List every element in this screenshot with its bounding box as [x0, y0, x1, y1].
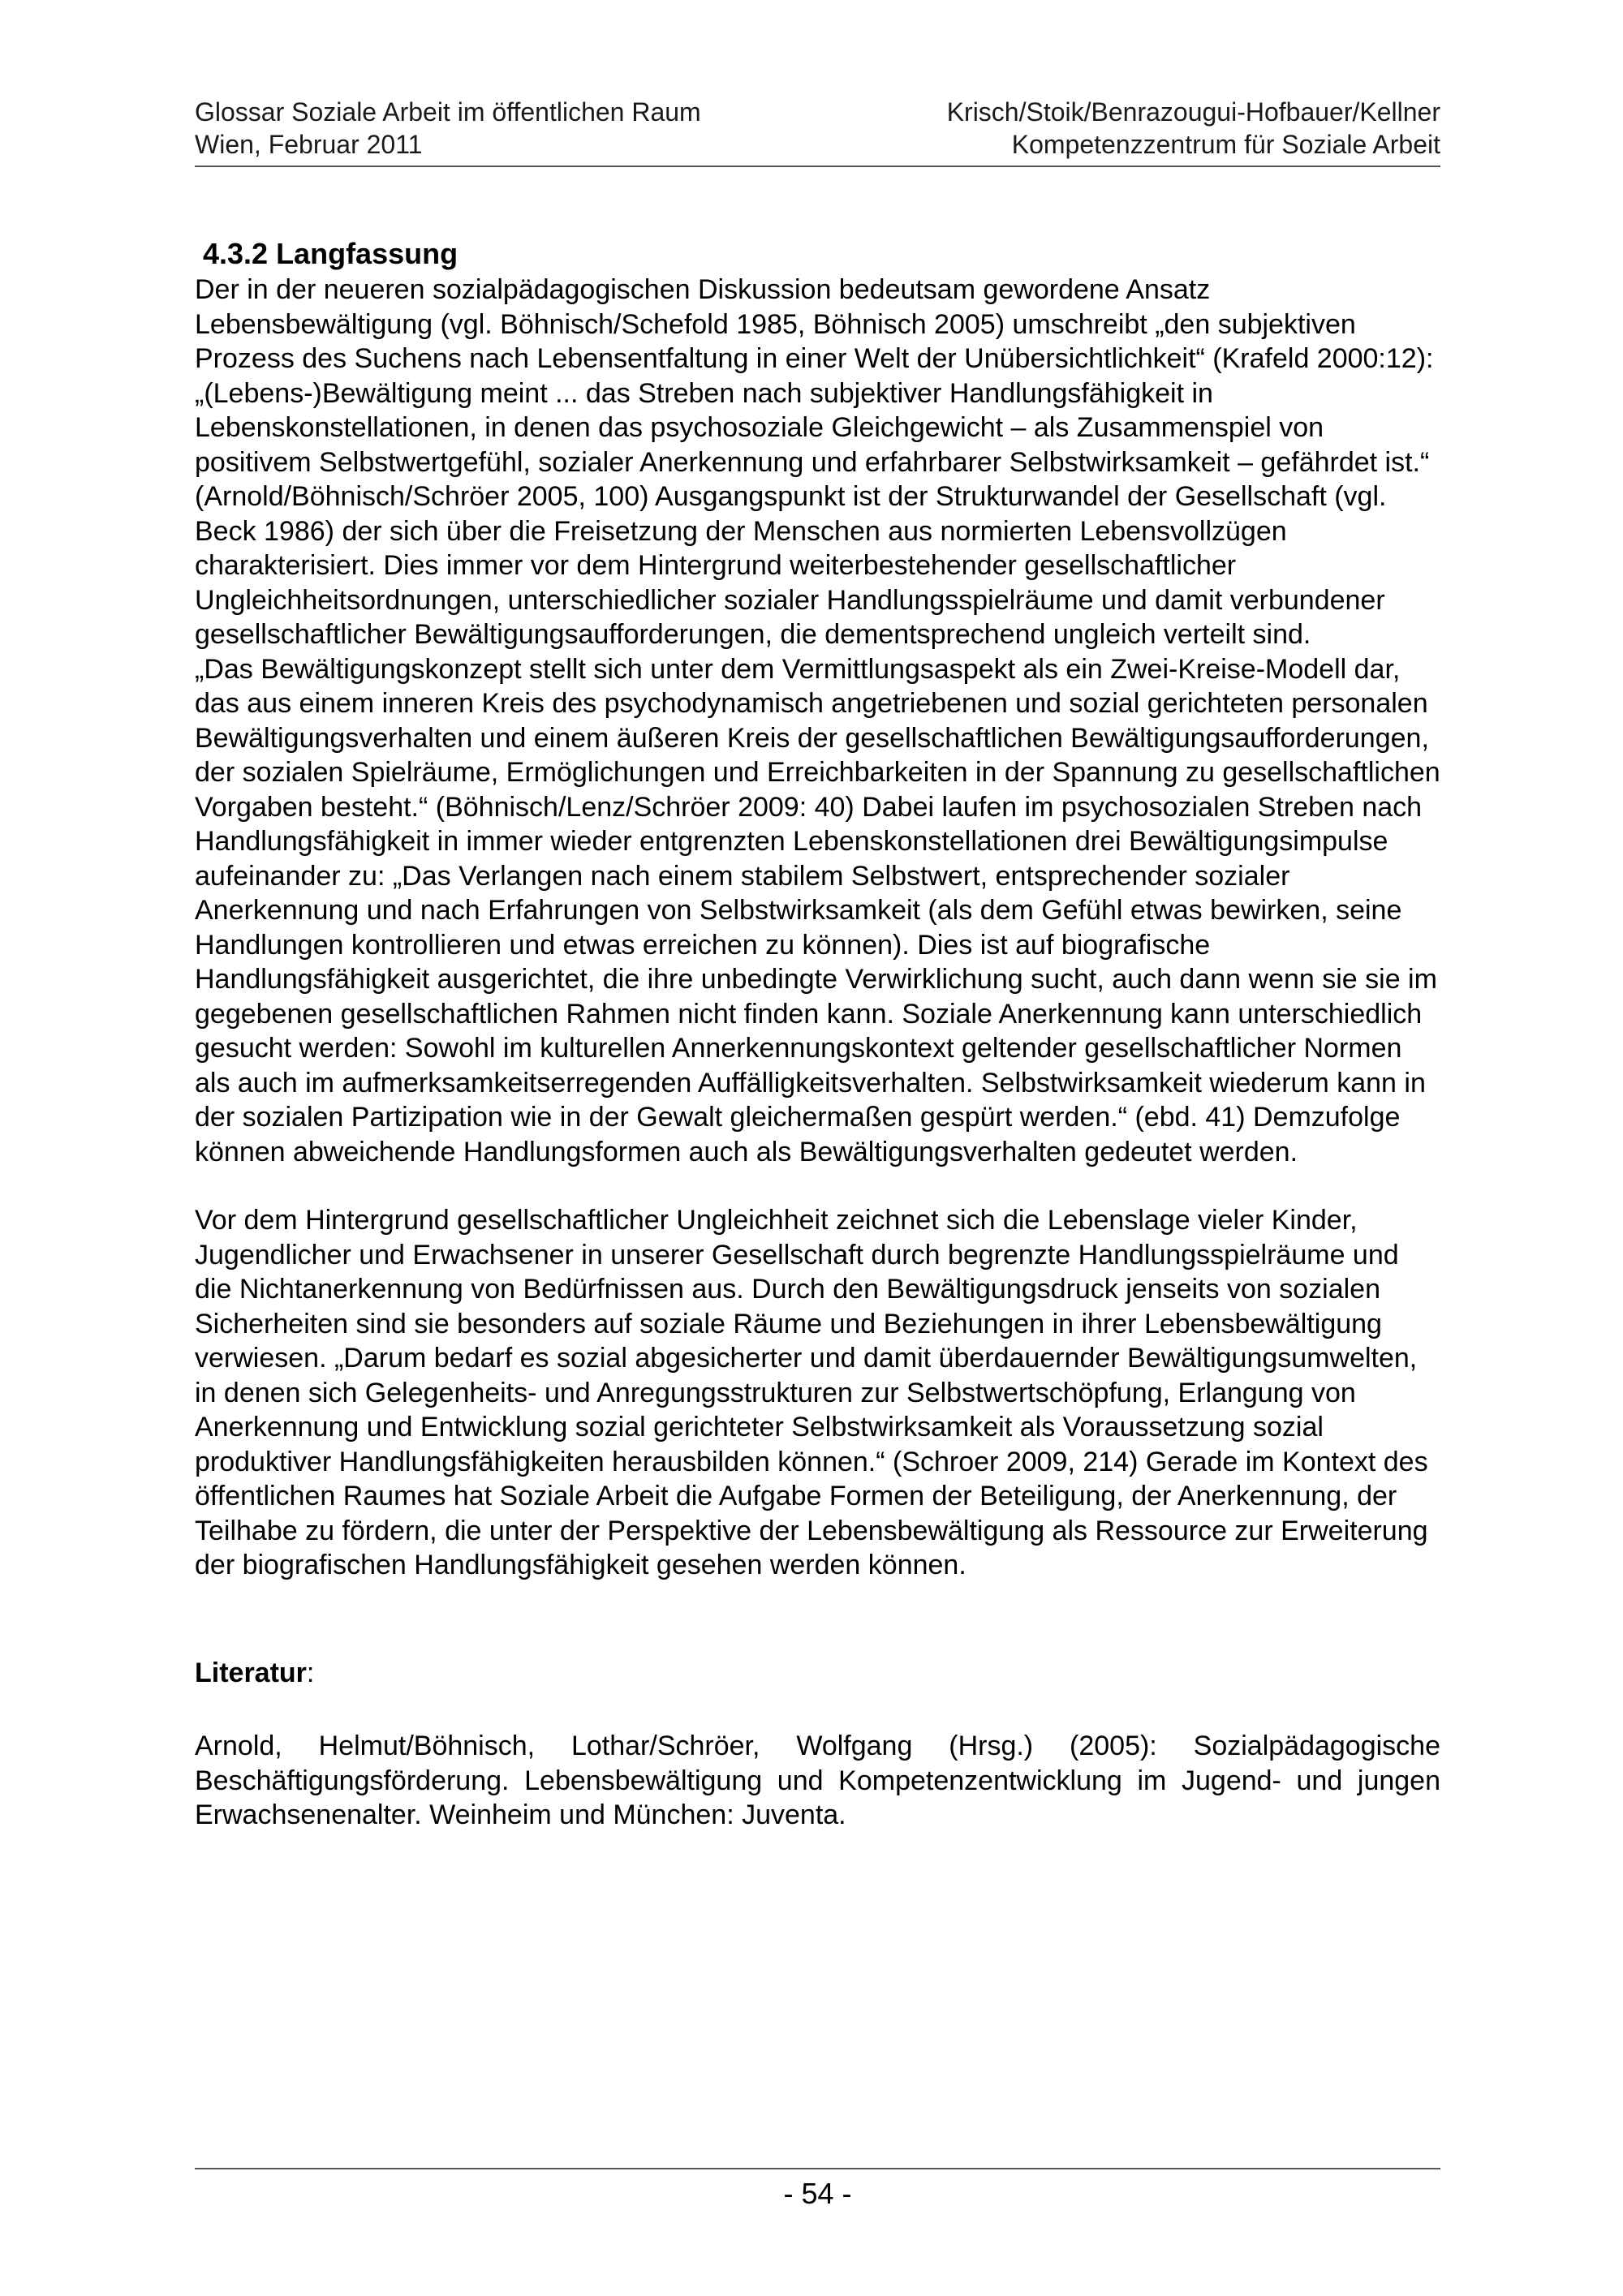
- paragraph-1: Der in der neueren sozialpädagogischen Diskussion bedeutsam gewordene Ansatz Lebensbewältigung (vgl. Böhnisch/Schefold 1985, Böhnisch 2005) umschreibt „den subjektiven Prozess des Suchens nach Lebensentfaltung in einer Welt der Unübersichtlichkeit“ (Krafeld 2000:12): „(Lebens-)Bewältigung meint ... das Streben nach subjektiver Handlungsfähigkeit in Lebenskonstellationen, in denen das psychosoziale Gleichgewicht – als Zusammenspiel von positivem Selbstwertgefühl, sozialer Anerkennung und erfahrbarer Selbstwirksamkeit – gefährdet ist.“ (Arnold/Böhnisch/Schröer 2005, 100) Ausgangspunkt ist der Strukturwandel der Gesellschaft (vgl. Beck 1986) der sich über die Freisetzung der Menschen aus normierten Lebensvollzügen charakterisiert. Dies immer vor dem Hintergrund weiterbestehender gesellschaftlicher Ungleichheitsordnungen, unterschiedlicher sozialer Handlungsspielräume und damit verbundener gesellschaftlicher Bewältigungsaufforderungen, die dementsprechend ungleich verteilt sind.: [195, 274, 1434, 650]
- paragraph-3: Vor dem Hintergrund gesellschaftlicher Ungleichheit zeichnet sich die Lebenslage vieler Kinder, Jugendlicher und Erwachsener in unserer Gesellschaft durch begrenzte Handlungsspielräume und die Nichtanerkennung von Bedürfnissen aus. Durch den Bewältigungsdruck jenseits von sozialen Sicherheiten sind sie besonders auf soziale Räume und Beziehungen in ihrer Lebensbewältigung verwiesen. „Darum bedarf es sozial abgesicherter und damit überdauernder Bewältigungsumwelten, in denen sich Gelegenheits- und Anregungsstrukturen zur Selbstwertschöpfung, Erlangung von Anerkennung und Entwicklung sozial gerichteter Selbstwirksamkeit als Voraussetzung sozial produktiver Handlungsfähigkeiten herausbilden können.“ (Schroer 2009, 214) Gerade im Kontext des öffentlichen Raumes hat Soziale Arbeit die Aufgabe Formen der Beteiligung, der Anerkennung, der Teilhabe zu fördern, die unter der Perspektive der Lebensbewältigung als Ressource zur Erweiterung der biografischen Handlungsfähigkeit gesehen werden können.: [195, 1205, 1428, 1580]
- header-authors: Krisch/Stoik/Benrazougui-Hofbauer/Kellner: [946, 97, 1440, 127]
- header-left: [195, 96, 701, 161]
- paragraph-spacer: [195, 1169, 1440, 1203]
- section-title: 4.3.2 Langfassung: [203, 237, 458, 270]
- paragraph-2: „Das Bewältigungskonzept stellt sich unter dem Vermittlungsaspekt als ein Zwei-Kreise-Modell dar, das aus einem inneren Kreis des psychodynamisch angetriebenen und sozial gerichteten personalen Bewältigungsverhalten und einem äußeren Kreis der gesellschaftlichen Bewältigungsaufforderungen, der sozialen Spielräume, Ermöglichungen und Erreichbarkeiten in der Spannung zu gesellschaftlichen Vorgaben besteht.“ (Böhnisch/Lenz/Schröer 2009: 40) Dabei laufen im psychosozialen Streben nach Handlungsfähigkeit in immer wieder entgrenzten Lebenskonstellationen drei Bewältigungsimpulse aufeinander zu: „Das Verlangen nach einem stabilem Selbstwert, entsprechender sozialer Anerkennung und nach Erfahrungen von Selbstwirksamkeit (als dem Gefühl etwas bewirken, seine Handlungen kontrollieren und etwas erreichen zu können). Dies ist auf biografische Handlungsfähigkeit ausgerichtet, die ihre unbedingte Verwirklichung sucht, auch dann wenn sie sie im gegebenen gesellschaftlichen Rahmen nicht finden kann. Soziale Anerkennung kann unterschiedlich gesucht werden: Sowohl im kulturellen Annerkennungskontext geltender gesellschaftlicher Normen als auch im aufmerksamkeitserregenden Auffälligkeitsverhalten. Selbstwirksamkeit wiederum kann in der sozialen Partizipation wie in der Gewalt gleichermaßen gespürt werden.“ (ebd. 41) Demzufolge können abweichende Handlungsformen auch als Bewältigungsverhalten gedeutet werden.: [195, 653, 1440, 1167]
- page-header: [195, 96, 1440, 167]
- main-content: [195, 237, 1440, 1833]
- page-number: - 54 -: [783, 2177, 852, 2210]
- page-footer: [195, 2168, 1440, 2212]
- header-date: Wien, Februar 2011: [195, 130, 423, 159]
- header-institution: Kompetenzzentrum für Soziale Arbeit: [1011, 130, 1440, 159]
- literature-reference: Arnold, Helmut/Böhnisch, Lothar/Schröer, Wolfgang (Hrsg.) (2005): Sozialpädagogische Beschäftigungsförderung. Lebensbewältigung und Kompetenzentwicklung im Jugend- und jungen Erwachsenenalter. Weinheim und München: Juventa.: [195, 1731, 1440, 1830]
- literature-heading-text: Literatur: [195, 1657, 307, 1688]
- literature-heading: [195, 1656, 1440, 1691]
- literature-heading-colon: :: [306, 1657, 315, 1688]
- header-document-title: Glossar Soziale Arbeit im öffentlichen Raum: [195, 97, 701, 127]
- header-right: [947, 96, 1440, 161]
